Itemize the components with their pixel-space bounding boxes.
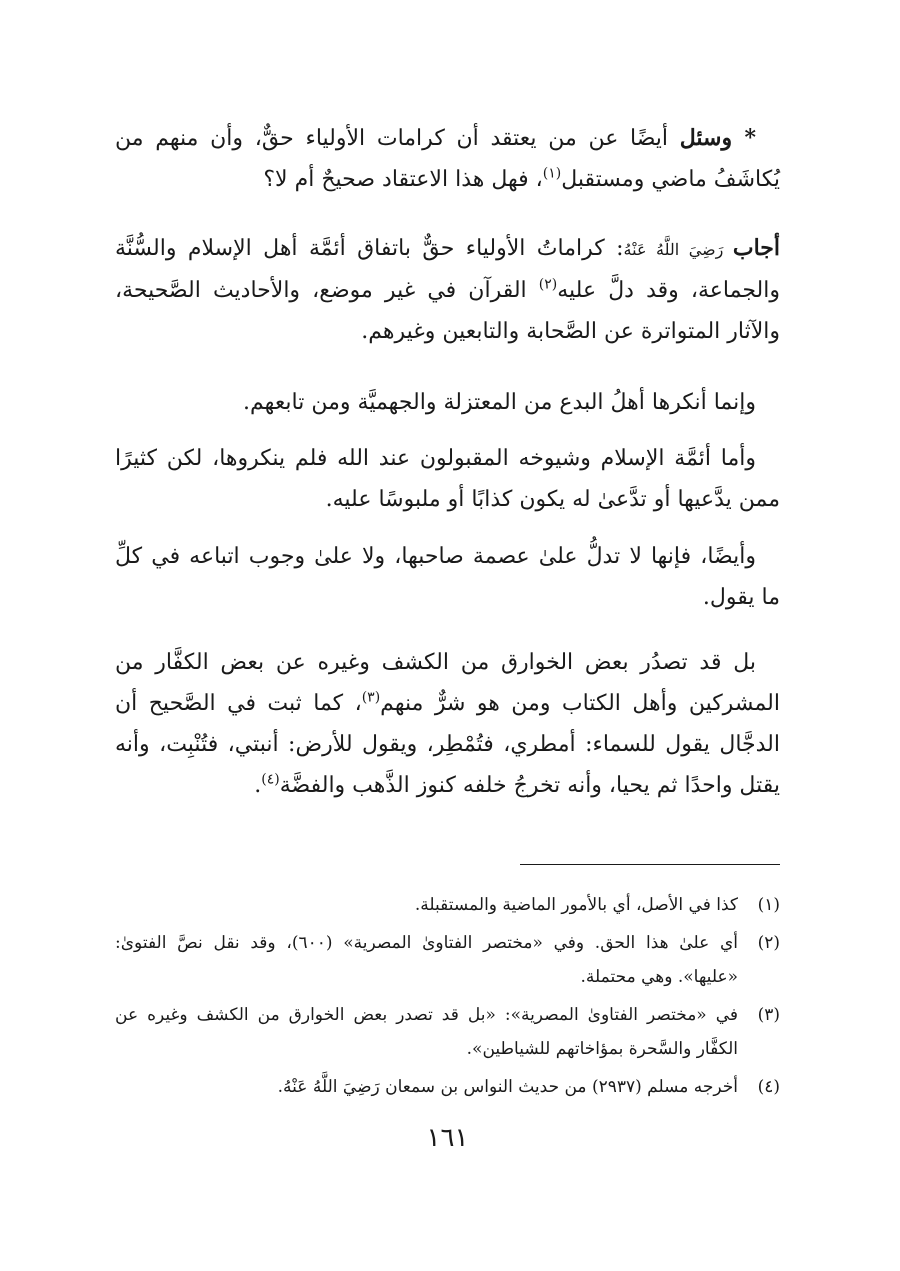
footnote-text: في «مختصر الفتاوىٰ المصرية»: «بل قد تصدر بعض الخوارق من الكشف وغيره عن الكفَّار والسَّحرة بمؤاخاتهم للشياطين». (115, 1005, 738, 1059)
paragraph-text: . (254, 773, 262, 798)
answer-lead: أجاب (732, 235, 780, 261)
question-lead: * وسئل (679, 125, 756, 151)
paragraph-text: أيضًا عن من يعتقد أن كرامات الأولياء حقٌّ، وأن منهم من يُكاشَفُ ماضي ومستقبل (115, 126, 780, 192)
footnote-number: (٣) (757, 1005, 780, 1025)
paragraph-imams: وأما أئمَّة الإسلام وشيوخه المقبولون عند الله فلم ينكروها، لكن كثيرًا ممن يدَّعيها أو تدَّعىٰ له يكون كذابًا أو ملبوسًا عليه. (115, 446, 780, 512)
paragraph-no-infallibility: وأيضًا، فإنها لا تدلُّ علىٰ عصمة صاحبها، ولا علىٰ وجوب اتباعه في كلِّ ما يقول. (115, 544, 780, 610)
footnote-4 (115, 1070, 780, 1104)
paragraph-dajjal (115, 642, 780, 806)
paragraph-answer (115, 228, 780, 352)
paragraph-text: : كراماتُ الأولياء حقٌّ باتفاق أئمَّة أهل الإسلام والسُّنَّة والجماعة، وقد دلَّ عليه (115, 236, 780, 303)
paragraph-text: القرآن في غير موضع، والأحاديث الصَّحيحة، والآثار المتواترة عن الصَّحابة والتابعين وغيرهم. (115, 278, 780, 344)
footnote-number: (٢) (757, 933, 780, 953)
honorific-phrase: رَضِيَ اللَّهُ عَنْهُ (623, 240, 733, 259)
footnote-1 (115, 888, 780, 922)
paragraph-text: ، كما ثبت في الصَّحيح أن الدجَّال يقول للسماء: أمطري، فتُمْطِر، ويقول للأرض: أنبتي، فتُنْبِت، وأنه يقتل واحدًا ثم يحيا، وأنه تخرجُ خلفه كنوز الذَّهب والفضَّة (115, 691, 780, 798)
paragraph-question (115, 118, 780, 200)
paragraph-text: ، فهل هذا الاعتقاد صحيحٌ أم لا؟ (263, 167, 543, 192)
footnote-number: (٤) (757, 1077, 780, 1097)
footnote-2 (115, 926, 780, 994)
footnote-text: أخرجه مسلم (٢٩٣٧) من حديث النواس بن سمعان رَضِيَ اللَّهُ عَنْهُ. (277, 1077, 738, 1097)
footnote-text: أي علىٰ هذا الحق. وفي «مختصر الفتاوىٰ المصرية» (٦٠٠)، وقد نقل نصَّ الفتوىٰ: «عليها». وهي محتملة. (115, 933, 738, 987)
footnote-separator (520, 864, 780, 865)
paragraph-text: بل قد تصدُر بعض الخوارق من الكشف وغيره عن بعض الكفَّار من المشركين وأهل الكتاب ومن هو شرٌّ منهم (115, 650, 780, 716)
footnote-number: (١) (757, 895, 780, 915)
footnote-ref-3: (٣) (361, 689, 381, 706)
footnote-ref-2: (٢) (538, 276, 558, 293)
page-number: ١٦١ (426, 1123, 469, 1153)
footnote-ref-4: (٤) (261, 771, 280, 788)
paragraph-deniers: وإنما أنكرها أهلُ البدع من المعتزلة والجهميَّة ومن تابعهم. (243, 390, 756, 415)
footnote-ref-1: (١) (542, 165, 562, 182)
footnote-text: كذا في الأصل، أي بالأمور الماضية والمستقبلة. (414, 895, 738, 915)
footnote-3 (115, 998, 780, 1066)
book-page (115, 118, 780, 1158)
